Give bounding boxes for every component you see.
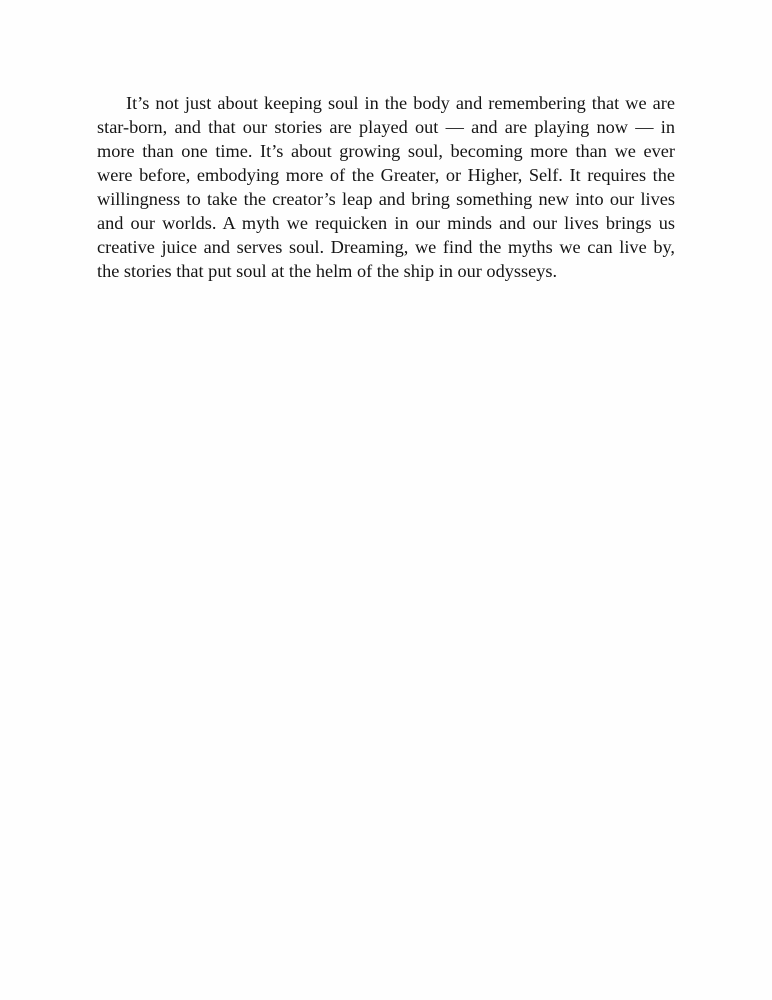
body-text: [97, 91, 675, 283]
paragraph: It’s not just about keeping soul in the body and remembering that we are star-born, and that our stories are played out — and are playing now — in more than one time. It’s about growing soul, becoming more than we ever were before, embodying more of the Greater, or Higher, Self. It requires the willingness to take the creator’s leap and bring something new into our lives and our worlds. A myth we requicken in our minds and our lives brings us creative juice and serves soul. Dreaming, we find the myths we can live by, the stories that put soul at the helm of the ship in our odysseys.: [97, 93, 675, 281]
